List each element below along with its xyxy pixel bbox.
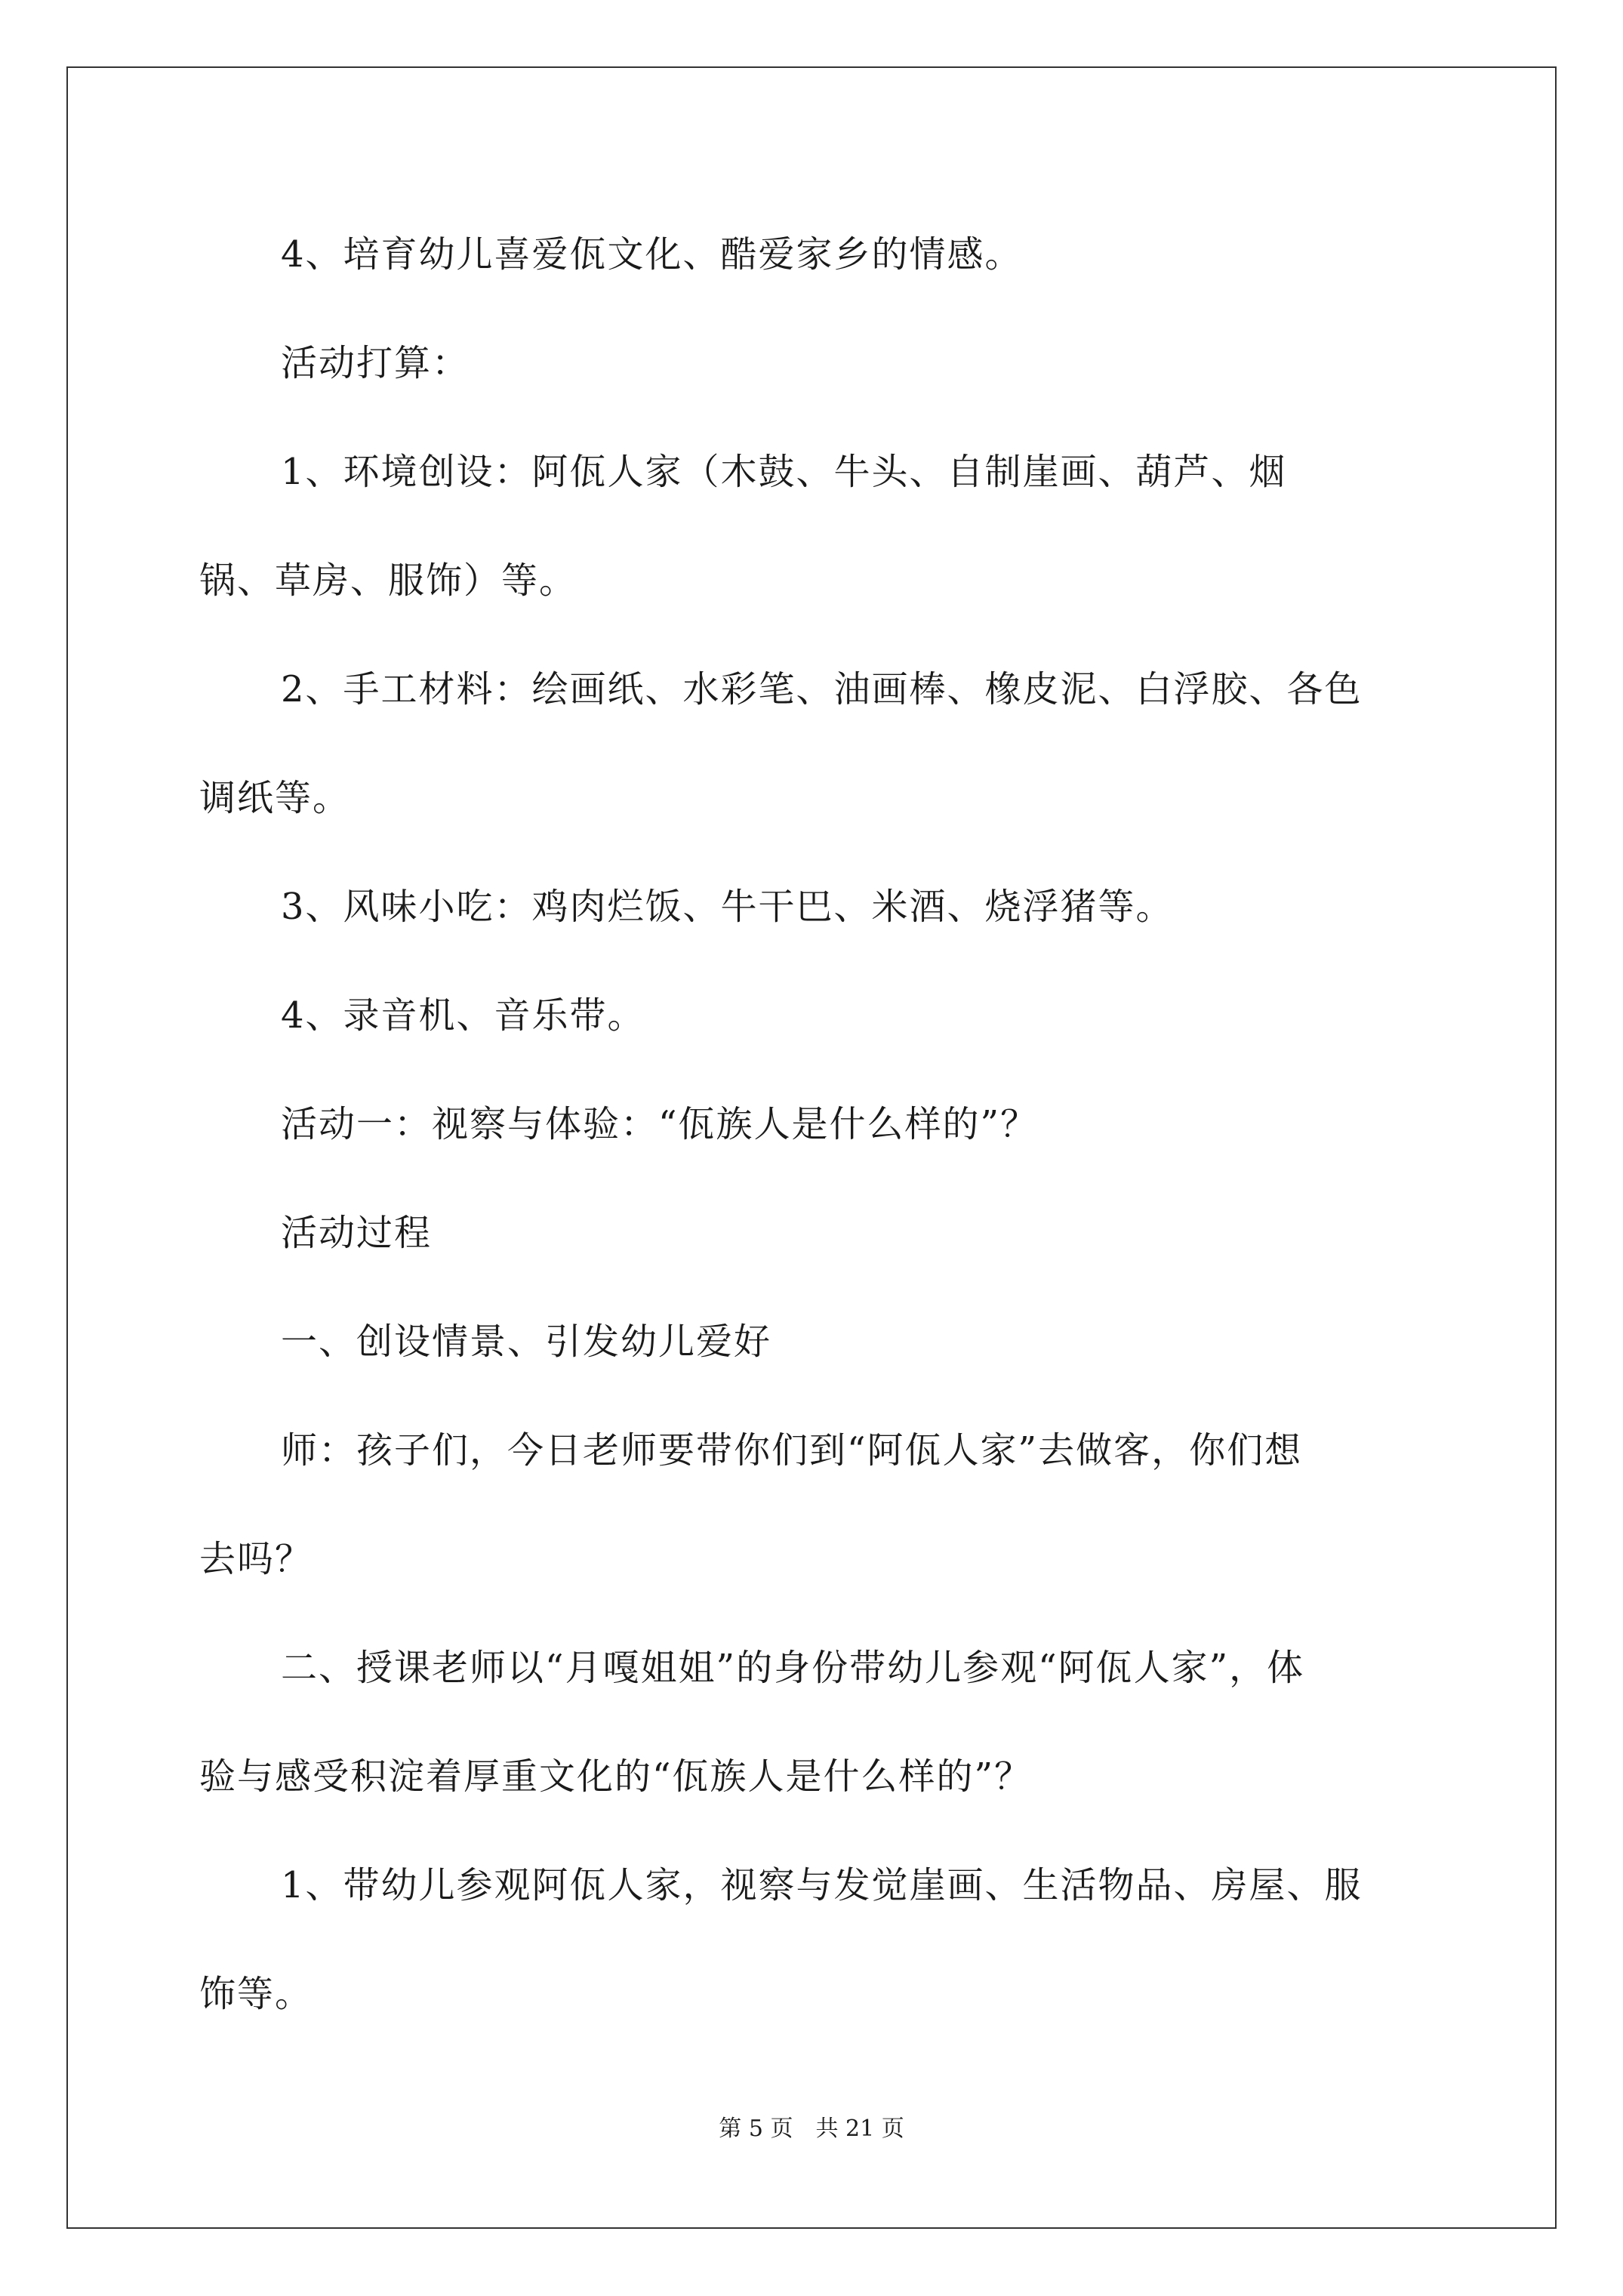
text-line-16: 1、带幼儿参观阿佤人家，视察与发觉崖画、生活物品、房屋、服 — [281, 1864, 1363, 1906]
text-line-9: 活动一：视察与体验：“佤族人是什么样的”？ — [281, 1103, 1039, 1145]
text-line-17: 饰等。 — [199, 1973, 313, 2015]
text-line-12: 师：孩子们，今日老师要带你们到“阿佤人家”去做客，你们想 — [281, 1429, 1303, 1472]
text-line-1: 4、培育幼儿喜爱佤文化、酷爱家乡的情感。 — [281, 233, 1023, 276]
text-line-4: 锅、草房、服饰）等。 — [199, 559, 577, 602]
text-line-13: 去吗？ — [199, 1538, 313, 1580]
text-line-7: 3、风味小吃：鸡肉烂饭、牛干巴、米酒、烧浮猪等。 — [281, 886, 1174, 928]
text-line-10: 活动过程 — [281, 1212, 433, 1254]
text-line-14: 二、授课老师以“月嘎姐姐”的身份带幼儿参观“阿佤人家”，体 — [281, 1647, 1305, 1689]
text-line-5: 2、手工材料：绘画纸、水彩笔、油画棒、橡皮泥、白浮胶、各色 — [281, 668, 1363, 710]
text-line-2: 活动打算： — [281, 342, 470, 384]
text-line-8: 4、录音机、音乐带。 — [281, 994, 645, 1037]
text-line-6: 调纸等。 — [199, 777, 351, 819]
text-line-15: 验与感受积淀着厚重文化的“佤族人是什么样的”？ — [199, 1755, 1033, 1798]
text-line-3: 1、环境创设：阿佤人家（木鼓、牛头、自制崖画、葫芦、烟 — [281, 451, 1287, 493]
text-line-11: 一、创设情景、引发幼儿爱好 — [281, 1321, 772, 1363]
page-number-footer: 第 5 页 共 21 页 — [719, 2116, 904, 2142]
